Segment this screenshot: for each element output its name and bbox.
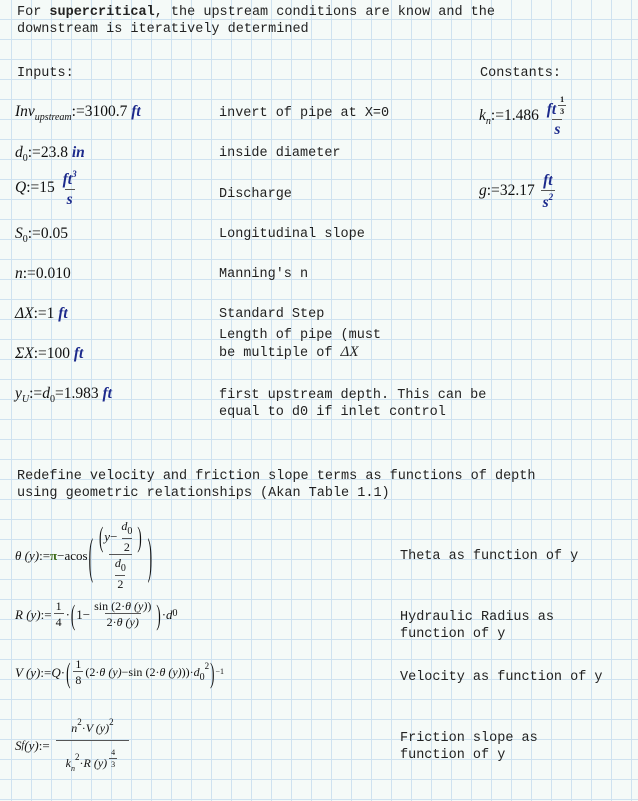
desc-Q: Discharge xyxy=(219,187,292,202)
assign-op: := xyxy=(29,385,43,402)
k-sub: n xyxy=(71,764,75,773)
d-var: d xyxy=(114,556,121,570)
var-name: k xyxy=(479,107,486,125)
den-two: 2 xyxy=(117,577,124,591)
desc-sigma-x xyxy=(219,327,381,362)
two: 2 xyxy=(115,599,122,613)
dot-op: · xyxy=(65,606,70,622)
desc-Sf xyxy=(400,730,538,764)
unit-fraction xyxy=(541,173,556,210)
assign-op: := xyxy=(486,182,500,200)
eighth xyxy=(73,658,83,686)
d0-half xyxy=(113,557,128,590)
assign-op: := xyxy=(39,547,51,563)
paren-close: ) xyxy=(137,520,142,553)
var-value: 1 xyxy=(46,305,55,322)
desc-line2: function of y xyxy=(400,627,506,642)
section2-text xyxy=(17,468,535,502)
input-yU[interactable] xyxy=(15,386,112,405)
input-d0[interactable] xyxy=(15,145,85,164)
func-lhs: V (y) xyxy=(15,664,41,680)
unit-exp-fraction xyxy=(558,96,566,116)
intro-line1-post: , the upstream conditions are know and the xyxy=(154,5,495,20)
pi-constant: π xyxy=(50,547,58,563)
theta-y: θ (y) xyxy=(159,664,182,679)
var-subscript: n xyxy=(485,116,491,128)
var-name: Inv xyxy=(15,103,35,120)
var-subscript: U xyxy=(21,394,30,405)
section2-line1: Redefine velocity and friction slope terms as functions of depth xyxy=(17,469,536,484)
desc-delta-x: Standard Step xyxy=(219,307,325,322)
intro-bold-word: supercritical xyxy=(49,5,155,20)
den-eight: 8 xyxy=(75,673,82,687)
desc-line1: Length of pipe (must xyxy=(219,328,382,343)
unit-fraction xyxy=(545,96,570,137)
desc-yU xyxy=(219,387,486,421)
input-sigma-x[interactable] xyxy=(15,346,83,362)
unit: ft xyxy=(131,103,141,120)
unit: ft xyxy=(58,305,68,322)
func-lhs: S xyxy=(15,738,22,753)
desc-line2: equal to d0 if inlet control xyxy=(219,405,446,420)
dot-op: · xyxy=(60,664,66,680)
assign-op: := xyxy=(40,606,52,622)
d-var: d xyxy=(121,519,128,533)
desc-line2: be multiple of xyxy=(219,346,341,361)
desc-inv-upstream: invert of pipe at X=0 xyxy=(219,106,390,121)
assign-op: := xyxy=(490,107,504,125)
exp-two: 2 xyxy=(204,660,210,671)
var-name: S xyxy=(15,225,23,242)
two: 2 xyxy=(89,664,96,679)
exp-fraction xyxy=(109,749,117,769)
var-subscript: upstream xyxy=(34,112,72,123)
d-sub: 0 xyxy=(172,608,178,619)
desc-d0: inside diameter xyxy=(219,146,341,161)
var-value: 100 xyxy=(46,345,70,362)
desc-line1: Friction slope as xyxy=(400,731,538,746)
var-name: Q xyxy=(15,179,27,197)
assign-op: := xyxy=(33,305,47,322)
var-name: ΣX xyxy=(15,345,34,362)
paren-open: ( xyxy=(98,520,104,553)
two: 2 xyxy=(106,615,113,629)
minus-op: − xyxy=(82,606,91,622)
Q-var: Q xyxy=(51,664,61,680)
var-value: 0.05 xyxy=(40,225,68,242)
desc-R xyxy=(400,609,554,643)
func-lhs: θ (y) xyxy=(15,547,40,563)
desc-line2: function of y xyxy=(400,748,506,763)
var-name: y xyxy=(15,385,22,402)
d-var: d xyxy=(166,606,173,622)
function-R[interactable] xyxy=(15,597,178,631)
result-value: 1.983 xyxy=(63,385,99,402)
assign-op: := xyxy=(27,144,41,161)
desc-n: Manning's n xyxy=(219,267,309,282)
func-lhs-sub: f xyxy=(21,739,25,751)
num-one: 1 xyxy=(55,599,62,613)
expr-var: d xyxy=(42,385,50,402)
intro-line2: downstream is iteratively determined xyxy=(17,22,309,37)
minus-op: − xyxy=(57,547,65,563)
constant-g[interactable] xyxy=(479,173,557,210)
paren-close: ) xyxy=(156,597,161,631)
d-sub: 0 xyxy=(120,563,126,574)
constant-kn[interactable] xyxy=(479,96,572,137)
desc-line1: first upstream depth. This can be xyxy=(219,388,487,403)
assign-op: := xyxy=(26,179,40,197)
paren-close: ) xyxy=(147,526,153,584)
desc-S0: Longitudinal slope xyxy=(219,227,365,242)
d-sub: 0 xyxy=(199,671,205,683)
var-value: 23.8 xyxy=(40,144,68,161)
one: 1 xyxy=(76,606,83,622)
func-lhs: R (y) xyxy=(15,606,41,622)
V-y: V (y) xyxy=(85,721,110,735)
sf-fraction: $n^2\cdot V$ $(y)^2$ $k_n^2\cdot R$ (y) $\frac{4}{3}$ xyxy=(56,718,129,773)
assign-op: := xyxy=(38,738,50,753)
unit-den: s xyxy=(542,193,549,211)
paren-open: ( xyxy=(88,526,93,584)
unit: in xyxy=(71,144,85,161)
sin-func: sin xyxy=(128,664,143,679)
acos-func: acos xyxy=(64,547,88,563)
var-subscript: 0 xyxy=(22,153,28,164)
den-two: 2 xyxy=(123,540,130,554)
unit-num: ft xyxy=(543,172,553,189)
assign-op: := xyxy=(71,103,85,120)
minus-op: − xyxy=(121,664,129,679)
var-value: 3100.7 xyxy=(84,103,128,120)
assign-op: := xyxy=(33,345,47,362)
func-lhs-arg: (y) xyxy=(24,738,39,753)
d0-half xyxy=(119,520,134,553)
quarter xyxy=(54,600,64,628)
input-n[interactable] xyxy=(15,266,71,282)
unit-den: s xyxy=(66,190,73,208)
R-y: R (y) xyxy=(83,756,108,770)
input-inv-upstream[interactable] xyxy=(15,104,141,123)
intro-text xyxy=(17,4,495,38)
exp-num: 1 xyxy=(560,95,565,104)
desc-theta: Theta as function of y xyxy=(400,549,579,564)
inputs-heading: Inputs: xyxy=(17,66,74,81)
assign-op: := xyxy=(27,225,41,242)
theta-y: θ (y) xyxy=(99,664,122,679)
y-var: y xyxy=(104,529,111,544)
paren-open: ( xyxy=(66,655,71,689)
var-name: g xyxy=(479,182,487,200)
unit-num: ft xyxy=(62,171,73,188)
sin-fraction: $\frac{\sin (2\cdot\theta (y))}{2\cdot\theta (y)}$ xyxy=(94,599,152,629)
exp-neg-one: −1 xyxy=(215,667,225,676)
function-Sf[interactable] xyxy=(15,718,131,773)
eq-op: = xyxy=(54,385,64,402)
theta-y: θ (y) xyxy=(116,615,139,629)
unit: ft xyxy=(102,385,112,402)
expr-sub: 0 xyxy=(49,394,55,405)
d-sub: 0 xyxy=(127,526,133,537)
exp-den: 3 xyxy=(111,760,116,769)
exp-two: 2 xyxy=(109,717,114,727)
var-name: ΔX xyxy=(15,305,34,322)
assign-op: := xyxy=(22,265,36,282)
function-V[interactable]: V (y) := Q · ( $\frac{1}{8}$ (2·θ (y)−sin (2·θ $(y)))\cdot d_0^2$ ) −1 xyxy=(15,655,225,689)
minus-op: − xyxy=(110,529,118,544)
theta-y: θ (y) xyxy=(125,599,148,613)
intro-line1-pre: For xyxy=(17,5,50,20)
constants-heading: Constants: xyxy=(480,66,562,81)
desc-line1: Hydraulic Radius as xyxy=(400,610,554,625)
desc-math: ΔX xyxy=(340,344,359,360)
unit-exp: 3 xyxy=(72,169,77,179)
two: 2 xyxy=(149,664,156,679)
exp-two: 2 xyxy=(77,717,82,727)
var-value: 15 xyxy=(39,179,55,197)
section2-line2: using geometric relationships (Akan Table 1.1) xyxy=(17,486,390,501)
paren-open: ( xyxy=(70,597,76,631)
exp-two: 2 xyxy=(75,752,80,762)
unit-exp: 2 xyxy=(548,191,554,202)
theta-fraction xyxy=(96,520,145,590)
assign-op: := xyxy=(40,664,52,680)
exp-den: 3 xyxy=(560,107,565,116)
desc-V: Velocity as function of y xyxy=(400,670,603,685)
var-name: n xyxy=(15,265,23,282)
num-one: 1 xyxy=(75,657,82,671)
sin-func: sin xyxy=(94,599,109,613)
d-var: d xyxy=(193,664,200,679)
unit-num: ft xyxy=(546,101,557,118)
input-delta-x[interactable] xyxy=(15,306,68,322)
k-var: k xyxy=(65,756,71,770)
exp-num: 4 xyxy=(111,748,116,757)
unit-den: s xyxy=(554,120,561,138)
input-Q[interactable] xyxy=(15,170,81,207)
input-S0[interactable] xyxy=(15,226,68,245)
function-theta[interactable] xyxy=(15,520,153,590)
n-var: n xyxy=(71,721,78,735)
paren-close: ) xyxy=(210,655,215,689)
var-value: 0.010 xyxy=(35,265,71,282)
den-four: 4 xyxy=(55,615,62,629)
unit-fraction xyxy=(61,170,79,207)
dot-op: · xyxy=(161,606,167,622)
var-subscript: 0 xyxy=(22,234,28,245)
var-value: 1.486 xyxy=(503,107,539,125)
unit: ft xyxy=(73,345,84,362)
var-value: 32.17 xyxy=(499,182,535,200)
var-name: d xyxy=(15,144,23,161)
